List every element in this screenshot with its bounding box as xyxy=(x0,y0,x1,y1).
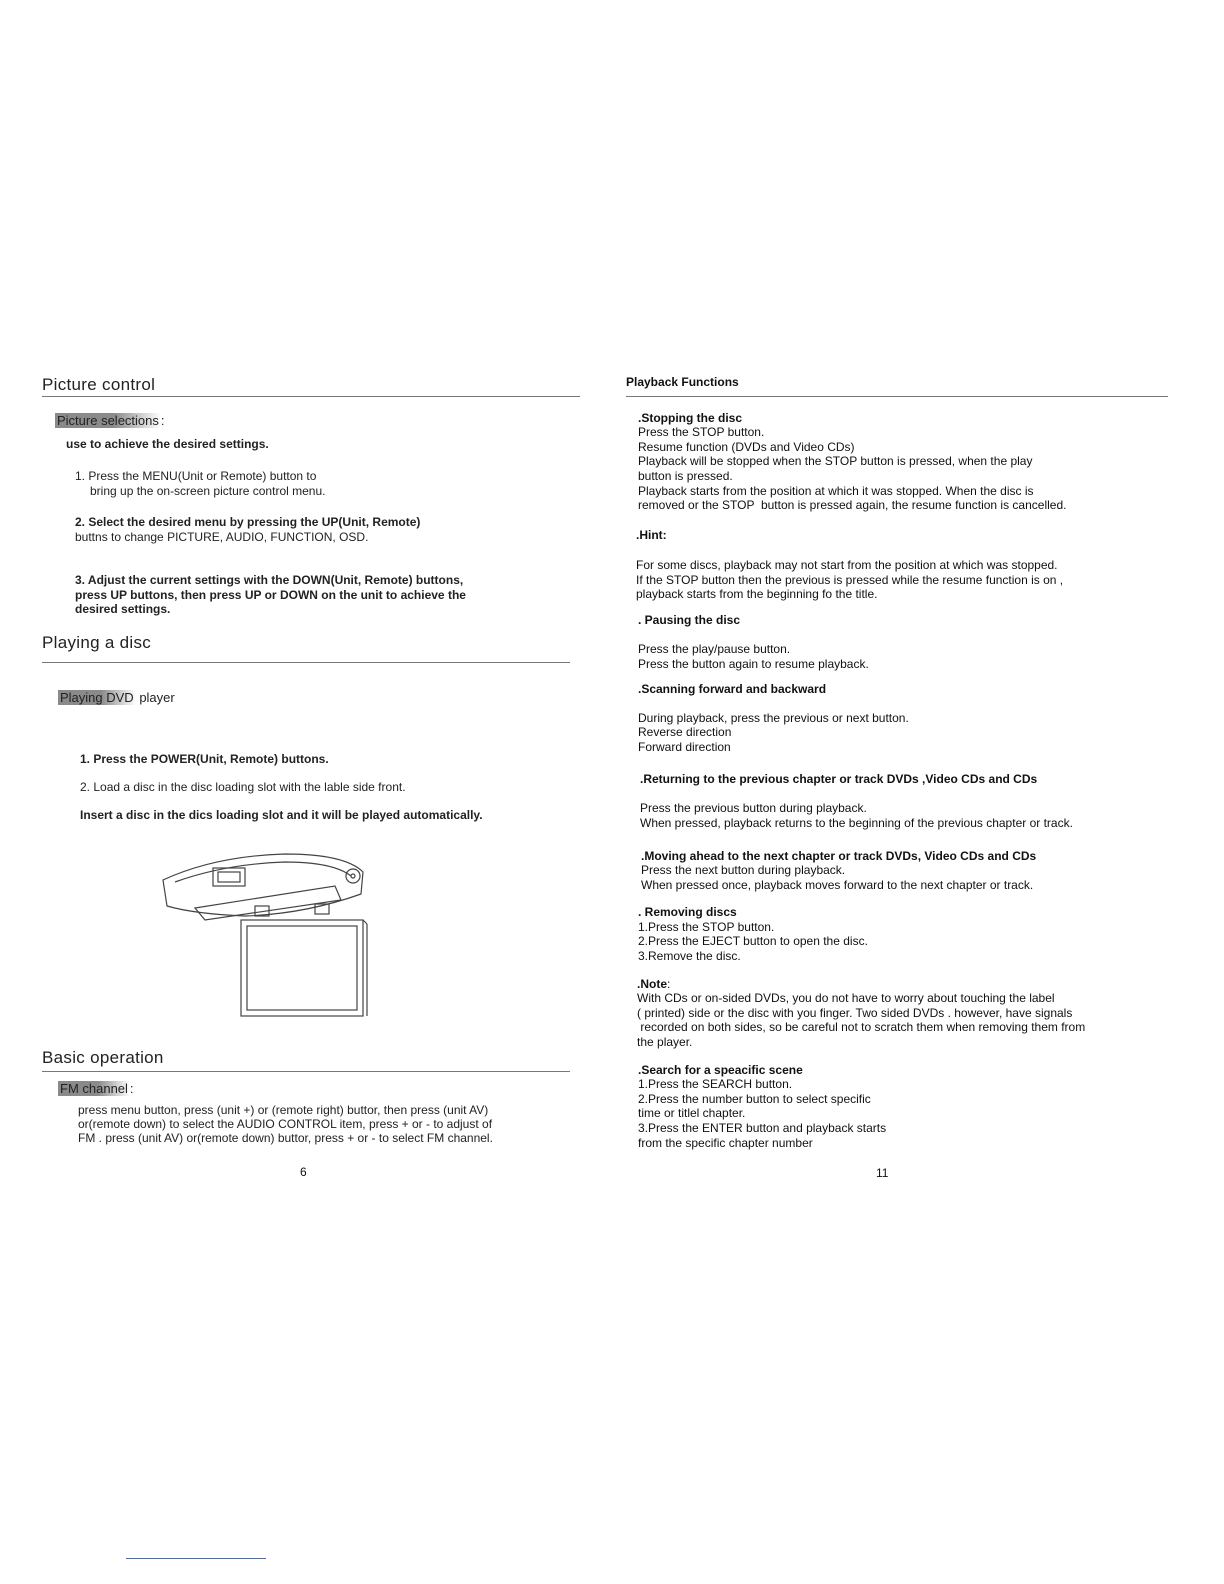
basic-operation-title: Basic operation xyxy=(42,1048,164,1067)
housing-edge xyxy=(175,862,351,882)
returning-head: .Returning to the previous chapter or track DVDs ,Video CDs and CDs xyxy=(640,772,1038,786)
picture-step3b: press UP buttons, then press UP or DOWN on the unit to achieve the xyxy=(75,588,466,602)
flip-down-monitor-illustration xyxy=(155,850,375,1020)
note-l4: the player. xyxy=(637,1035,693,1049)
note-head-line xyxy=(637,977,670,992)
search-l4: 3.Press the ENTER button and playback starts xyxy=(638,1121,887,1135)
page-number-right: 11 xyxy=(876,1166,889,1180)
fm-channel-colon: : xyxy=(129,1081,134,1096)
scanning-l2: Reverse direction xyxy=(638,725,732,739)
hint-l2: If the STOP button then the previous is pressed while the resume function is on , xyxy=(636,573,1064,587)
removing-l3: 3.Remove the disc. xyxy=(638,949,741,963)
disc-step3: Insert a disc in the dics loading slot and it will be played automatically. xyxy=(80,808,483,822)
divider xyxy=(626,396,1168,397)
picture-control-title: Picture control xyxy=(42,375,156,394)
picture-selections-colon: : xyxy=(160,413,165,428)
pausing-head: . Pausing the disc xyxy=(638,613,741,627)
note-colon: : xyxy=(667,977,671,991)
hint-l1: For some discs, playback may not start from the position at which was stopped. xyxy=(636,558,1058,572)
picture-step1a: 1. Press the MENU(Unit or Remote) button to xyxy=(75,469,317,483)
search-l1: 1.Press the SEARCH button. xyxy=(638,1077,793,1091)
note-l3: recorded on both sides, so be careful not to scratch them when removing them from xyxy=(637,1020,1086,1034)
search-head: .Search for a speacific scene xyxy=(638,1063,803,1077)
playing-dvd-highlight: Playing DVD xyxy=(60,690,134,705)
stopping-l2: Resume function (DVDs and Video CDs) xyxy=(638,440,855,454)
stopping-l4: button is pressed. xyxy=(638,469,733,483)
playback-functions-title: Playback Functions xyxy=(626,375,739,389)
search-l2: 2.Press the number button to select specific xyxy=(638,1092,871,1106)
disc-icon xyxy=(346,869,360,883)
fm-channel-label xyxy=(58,1081,134,1096)
removing-head: . Removing discs xyxy=(638,905,737,919)
control-display xyxy=(218,872,240,882)
fm-line2: or(remote down) to select the AUDIO CONTROL item, press + or - to adjust of xyxy=(78,1117,493,1131)
removing-l2: 2.Press the EJECT button to open the disc. xyxy=(638,934,868,948)
playing-dvd-rest: player xyxy=(135,690,175,705)
playing-disc-title: Playing a disc xyxy=(42,633,152,652)
pausing-l2: Press the button again to resume playback. xyxy=(638,657,869,671)
picture-intro: use to achieve the desired settings. xyxy=(66,437,269,451)
fm-line1: press menu button, press (unit +) or (remote right) buttor, then press (unit AV) xyxy=(78,1103,489,1117)
picture-step3c: desired settings. xyxy=(75,602,171,616)
note-l1: With CDs or on-sided DVDs, you do not have to worry about touching the label xyxy=(637,991,1055,1005)
stopping-l3: Playback will be stopped when the STOP button is pressed, when the play xyxy=(638,454,1033,468)
scanning-l1: During playback, press the previous or next button. xyxy=(638,711,909,725)
screen-frame xyxy=(241,920,363,1016)
moving-l1: Press the next button during playback. xyxy=(641,863,846,877)
playing-dvd-label xyxy=(58,690,175,705)
disc-step2: 2. Load a disc in the disc loading slot with the lable side front. xyxy=(80,780,406,794)
picture-selections-highlight: Picture selections xyxy=(57,413,159,428)
picture-step2b: buttns to change PICTURE, AUDIO, FUNCTION, OSD. xyxy=(75,530,369,544)
picture-step3a: 3. Adjust the current settings with the DOWN(Unit, Remote) buttons, xyxy=(75,573,464,587)
removing-l1: 1.Press the STOP button. xyxy=(638,920,775,934)
disc-hole xyxy=(351,874,355,878)
picture-step2a: 2. Select the desired menu by pressing the UP(Unit, Remote) xyxy=(75,515,421,529)
stopping-l6: removed or the STOP button is pressed again, the resume function is cancelled. xyxy=(638,498,1067,512)
page-number-left: 6 xyxy=(300,1165,307,1179)
stopping-l1: Press the STOP button. xyxy=(638,425,765,439)
fm-channel-highlight: FM channel xyxy=(60,1081,128,1096)
picture-selections-label xyxy=(55,413,165,428)
divider xyxy=(42,396,580,397)
disc-step1: 1. Press the POWER(Unit, Remote) buttons. xyxy=(80,752,329,766)
picture-step1b: bring up the on-screen picture control menu. xyxy=(90,484,326,498)
hint-l3: playback starts from the beginning fo the title. xyxy=(636,587,878,601)
returning-l1: Press the previous button during playback. xyxy=(640,801,867,815)
moving-head: .Moving ahead to the next chapter or track DVDs, Video CDs and CDs xyxy=(641,849,1037,863)
returning-l2: When pressed, playback returns to the beginning of the previous chapter or track. xyxy=(640,816,1073,830)
hint-head: .Hint: xyxy=(636,528,667,542)
search-l3: time or titlel chapter. xyxy=(638,1106,746,1120)
search-l5: from the specific chapter number xyxy=(638,1136,813,1150)
scanning-l3: Forward direction xyxy=(638,740,731,754)
scanning-head: .Scanning forward and backward xyxy=(638,682,827,696)
footer-blue-line xyxy=(126,1558,266,1559)
pausing-l1: Press the play/pause button. xyxy=(638,642,791,656)
stopping-head: .Stopping the disc xyxy=(638,411,742,425)
divider xyxy=(42,662,570,663)
note-l2: ( printed) side or the disc with you finger. Two sided DVDs . however, have signals xyxy=(637,1006,1073,1020)
screen-depth-top xyxy=(363,920,367,924)
moving-l2: When pressed once, playback moves forward to the next chapter or track. xyxy=(641,878,1034,892)
fm-line3: FM . press (unit AV) or(remote down) buttor, press + or - to select FM channel. xyxy=(78,1131,493,1145)
divider xyxy=(42,1071,570,1072)
note-head: .Note xyxy=(637,977,667,991)
stopping-l5: Playback starts from the position at which it was stopped. When the disc is xyxy=(638,484,1034,498)
screen-panel xyxy=(247,926,357,1010)
